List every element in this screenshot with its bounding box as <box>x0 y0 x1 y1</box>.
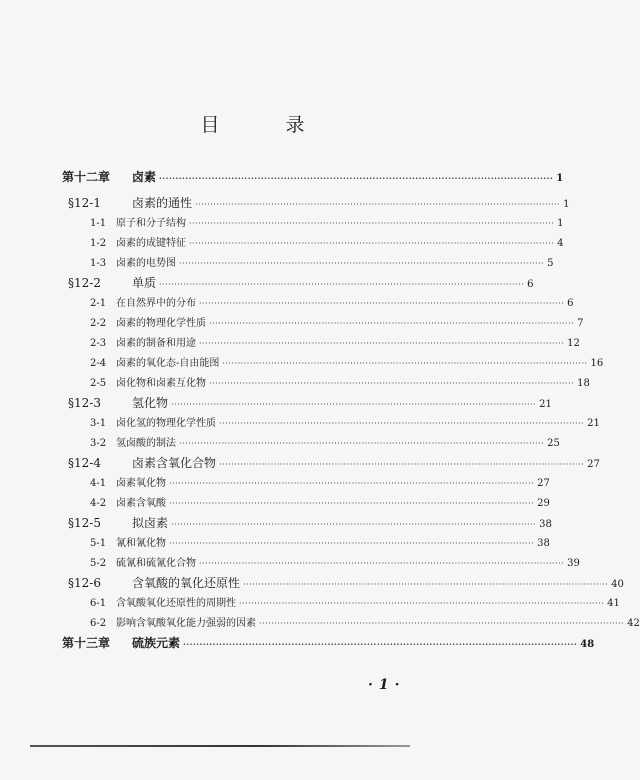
page-title: 目 录 <box>200 114 335 136</box>
toc-entry-page: 42 <box>627 618 640 629</box>
toc-entry-number: 3-2 <box>90 438 107 449</box>
leader-dots: ························································································································ <box>243 580 609 589</box>
leader-dots: ························································································································ <box>199 339 565 348</box>
leader-dots: ························································································································ <box>209 379 575 388</box>
toc-item-row <box>62 294 574 314</box>
toc-entry-number: 2-5 <box>90 378 107 389</box>
toc-entry-title: 氰和氰化物 <box>116 538 166 549</box>
toc-entry-number: 6-2 <box>90 618 107 629</box>
toc-entry-page: 1 <box>563 199 570 210</box>
toc-entry-number: §12-6 <box>68 576 101 590</box>
toc-entry-page: 38 <box>539 519 552 530</box>
toc-entry-page: 40 <box>611 579 624 590</box>
toc-item-row <box>62 334 580 354</box>
leader-dots: ························································································································ <box>179 259 545 268</box>
table-of-contents <box>62 168 640 660</box>
toc-entry-page: 4 <box>557 238 564 249</box>
toc-entry-number: 1-2 <box>90 238 107 249</box>
toc-entry-page: 38 <box>537 538 550 549</box>
toc-entry-number: §12-1 <box>68 196 101 210</box>
toc-item-row <box>62 314 584 334</box>
toc-entry-page: 41 <box>607 598 620 609</box>
leader-dots: ························································································································ <box>219 460 585 469</box>
leader-dots: ························································································································ <box>239 599 605 608</box>
toc-entry-page: 5 <box>547 258 554 269</box>
leader-dots: ························································································································ <box>159 173 554 183</box>
toc-entry-number: §12-5 <box>68 516 101 530</box>
toc-section-row <box>62 394 552 414</box>
toc-section-row <box>62 274 534 294</box>
toc-entry-title: 在自然界中的分布 <box>116 298 196 309</box>
page-number: ·1· <box>368 677 406 693</box>
toc-entry-page: 1 <box>557 218 564 229</box>
toc-section-row <box>62 514 552 534</box>
leader-dots: ························································································································ <box>183 639 578 649</box>
toc-item-row <box>62 214 564 234</box>
leader-dots: ························································································································ <box>171 520 537 529</box>
toc-item-row <box>62 434 560 454</box>
toc-entry-title: 卤素的成键特征 <box>116 238 186 249</box>
toc-entry-page: 12 <box>567 338 580 349</box>
toc-entry-number: 第十二章 <box>62 170 111 184</box>
toc-entry-title: 卤素的制备和用途 <box>116 338 196 349</box>
toc-entry-number: 第十三章 <box>62 636 111 650</box>
toc-entry-number: 3-1 <box>90 418 107 429</box>
toc-entry-number: 4-2 <box>90 498 107 509</box>
toc-entry-page: 1 <box>556 173 564 184</box>
toc-entry-number: 2-4 <box>90 358 107 369</box>
toc-chapter-row <box>62 634 595 660</box>
toc-entry-page: 29 <box>537 498 550 509</box>
toc-entry-title: 卤素含氧酸 <box>116 498 166 509</box>
toc-entry-number: 4-1 <box>90 478 107 489</box>
toc-entry-page: 16 <box>590 358 604 369</box>
toc-entry-number: 2-1 <box>90 298 107 309</box>
toc-entry-page: 27 <box>587 459 600 470</box>
toc-entry-page: 48 <box>580 639 595 650</box>
leader-dots: ························································································································ <box>169 479 535 488</box>
toc-item-row <box>62 374 590 394</box>
toc-entry-title: 卤素的电势图 <box>116 258 176 269</box>
toc-entry-title: 拟卤素 <box>132 516 169 530</box>
toc-item-row <box>62 534 550 554</box>
toc-section-row <box>62 194 570 214</box>
toc-entry-title: 单质 <box>132 276 157 290</box>
toc-entry-title: 氢卤酸的制法 <box>116 438 176 449</box>
toc-section-row <box>62 574 624 594</box>
toc-entry-page: 6 <box>527 279 534 290</box>
toc-entry-title: 卤化物和卤素互化物 <box>116 378 206 389</box>
toc-entry-title: 卤素氧化物 <box>116 478 166 489</box>
toc-item-row <box>62 474 550 494</box>
toc-chapter-row <box>62 168 564 194</box>
toc-item-row <box>62 614 640 634</box>
toc-entry-number: 2-2 <box>90 318 107 329</box>
toc-item-row <box>62 234 564 254</box>
leader-dots: ························································································································ <box>222 359 588 368</box>
bottom-rule <box>30 745 410 747</box>
leader-dots: ························································································································ <box>159 280 525 289</box>
toc-entry-title: 卤素 <box>132 170 157 184</box>
toc-entry-page: 7 <box>577 318 584 329</box>
toc-entry-title: 卤素的氧化态-自由能图 <box>116 358 220 369</box>
toc-entry-number: 2-3 <box>90 338 107 349</box>
leader-dots: ························································································································ <box>171 400 537 409</box>
toc-entry-title: 卤素含氧化合物 <box>132 456 217 470</box>
toc-entry-title: 硫氰和硫氰化合物 <box>116 558 196 569</box>
leader-dots: ························································································································ <box>219 419 585 428</box>
leader-dots: ························································································································ <box>189 239 555 248</box>
leader-dots: ························································································································ <box>189 219 555 228</box>
toc-entry-title: 含氧酸的氧化还原性 <box>132 576 241 590</box>
leader-dots: ························································································································ <box>259 619 625 628</box>
toc-entry-page: 27 <box>537 478 550 489</box>
toc-entry-title: 硫族元素 <box>132 636 181 650</box>
leader-dots: ························································································································ <box>199 559 565 568</box>
leader-dots: ························································································································ <box>199 299 565 308</box>
toc-entry-number: §12-2 <box>68 276 101 290</box>
toc-entry-number: 5-2 <box>90 558 107 569</box>
toc-entry-number: 1-3 <box>90 258 107 269</box>
toc-entry-page: 21 <box>539 399 552 410</box>
toc-entry-number: §12-4 <box>68 456 101 470</box>
toc-item-row <box>62 494 550 514</box>
leader-dots: ························································································································ <box>169 499 535 508</box>
toc-entry-title: 含氧酸氧化还原性的周期性 <box>116 598 236 609</box>
toc-item-row <box>62 254 554 274</box>
leader-dots: ························································································································ <box>195 200 561 209</box>
toc-item-row <box>62 554 580 574</box>
toc-entry-title: 原子和分子结构 <box>116 218 186 229</box>
toc-entry-page: 21 <box>587 418 600 429</box>
toc-entry-number: 1-1 <box>90 218 107 229</box>
leader-dots: ························································································································ <box>179 439 545 448</box>
leader-dots: ························································································································ <box>169 539 535 548</box>
toc-entry-number: 5-1 <box>90 538 107 549</box>
toc-entry-title: 卤化氢的物理化学性质 <box>116 418 216 429</box>
toc-entry-page: 18 <box>577 378 590 389</box>
toc-entry-title: 卤素的通性 <box>132 196 193 210</box>
toc-entry-number: 6-1 <box>90 598 107 609</box>
toc-item-row <box>62 594 620 614</box>
toc-item-row <box>62 354 604 374</box>
toc-item-row <box>62 414 600 434</box>
toc-entry-title: 影响含氧酸氧化能力强弱的因素 <box>116 618 256 629</box>
toc-entry-title: 卤素的物理化学性质 <box>116 318 206 329</box>
toc-entry-page: 6 <box>567 298 574 309</box>
toc-entry-number: §12-3 <box>68 396 101 410</box>
toc-section-row <box>62 454 600 474</box>
toc-entry-title: 氢化物 <box>132 396 169 410</box>
toc-entry-page: 25 <box>547 438 560 449</box>
leader-dots: ························································································································ <box>209 319 575 328</box>
toc-entry-page: 39 <box>567 558 580 569</box>
